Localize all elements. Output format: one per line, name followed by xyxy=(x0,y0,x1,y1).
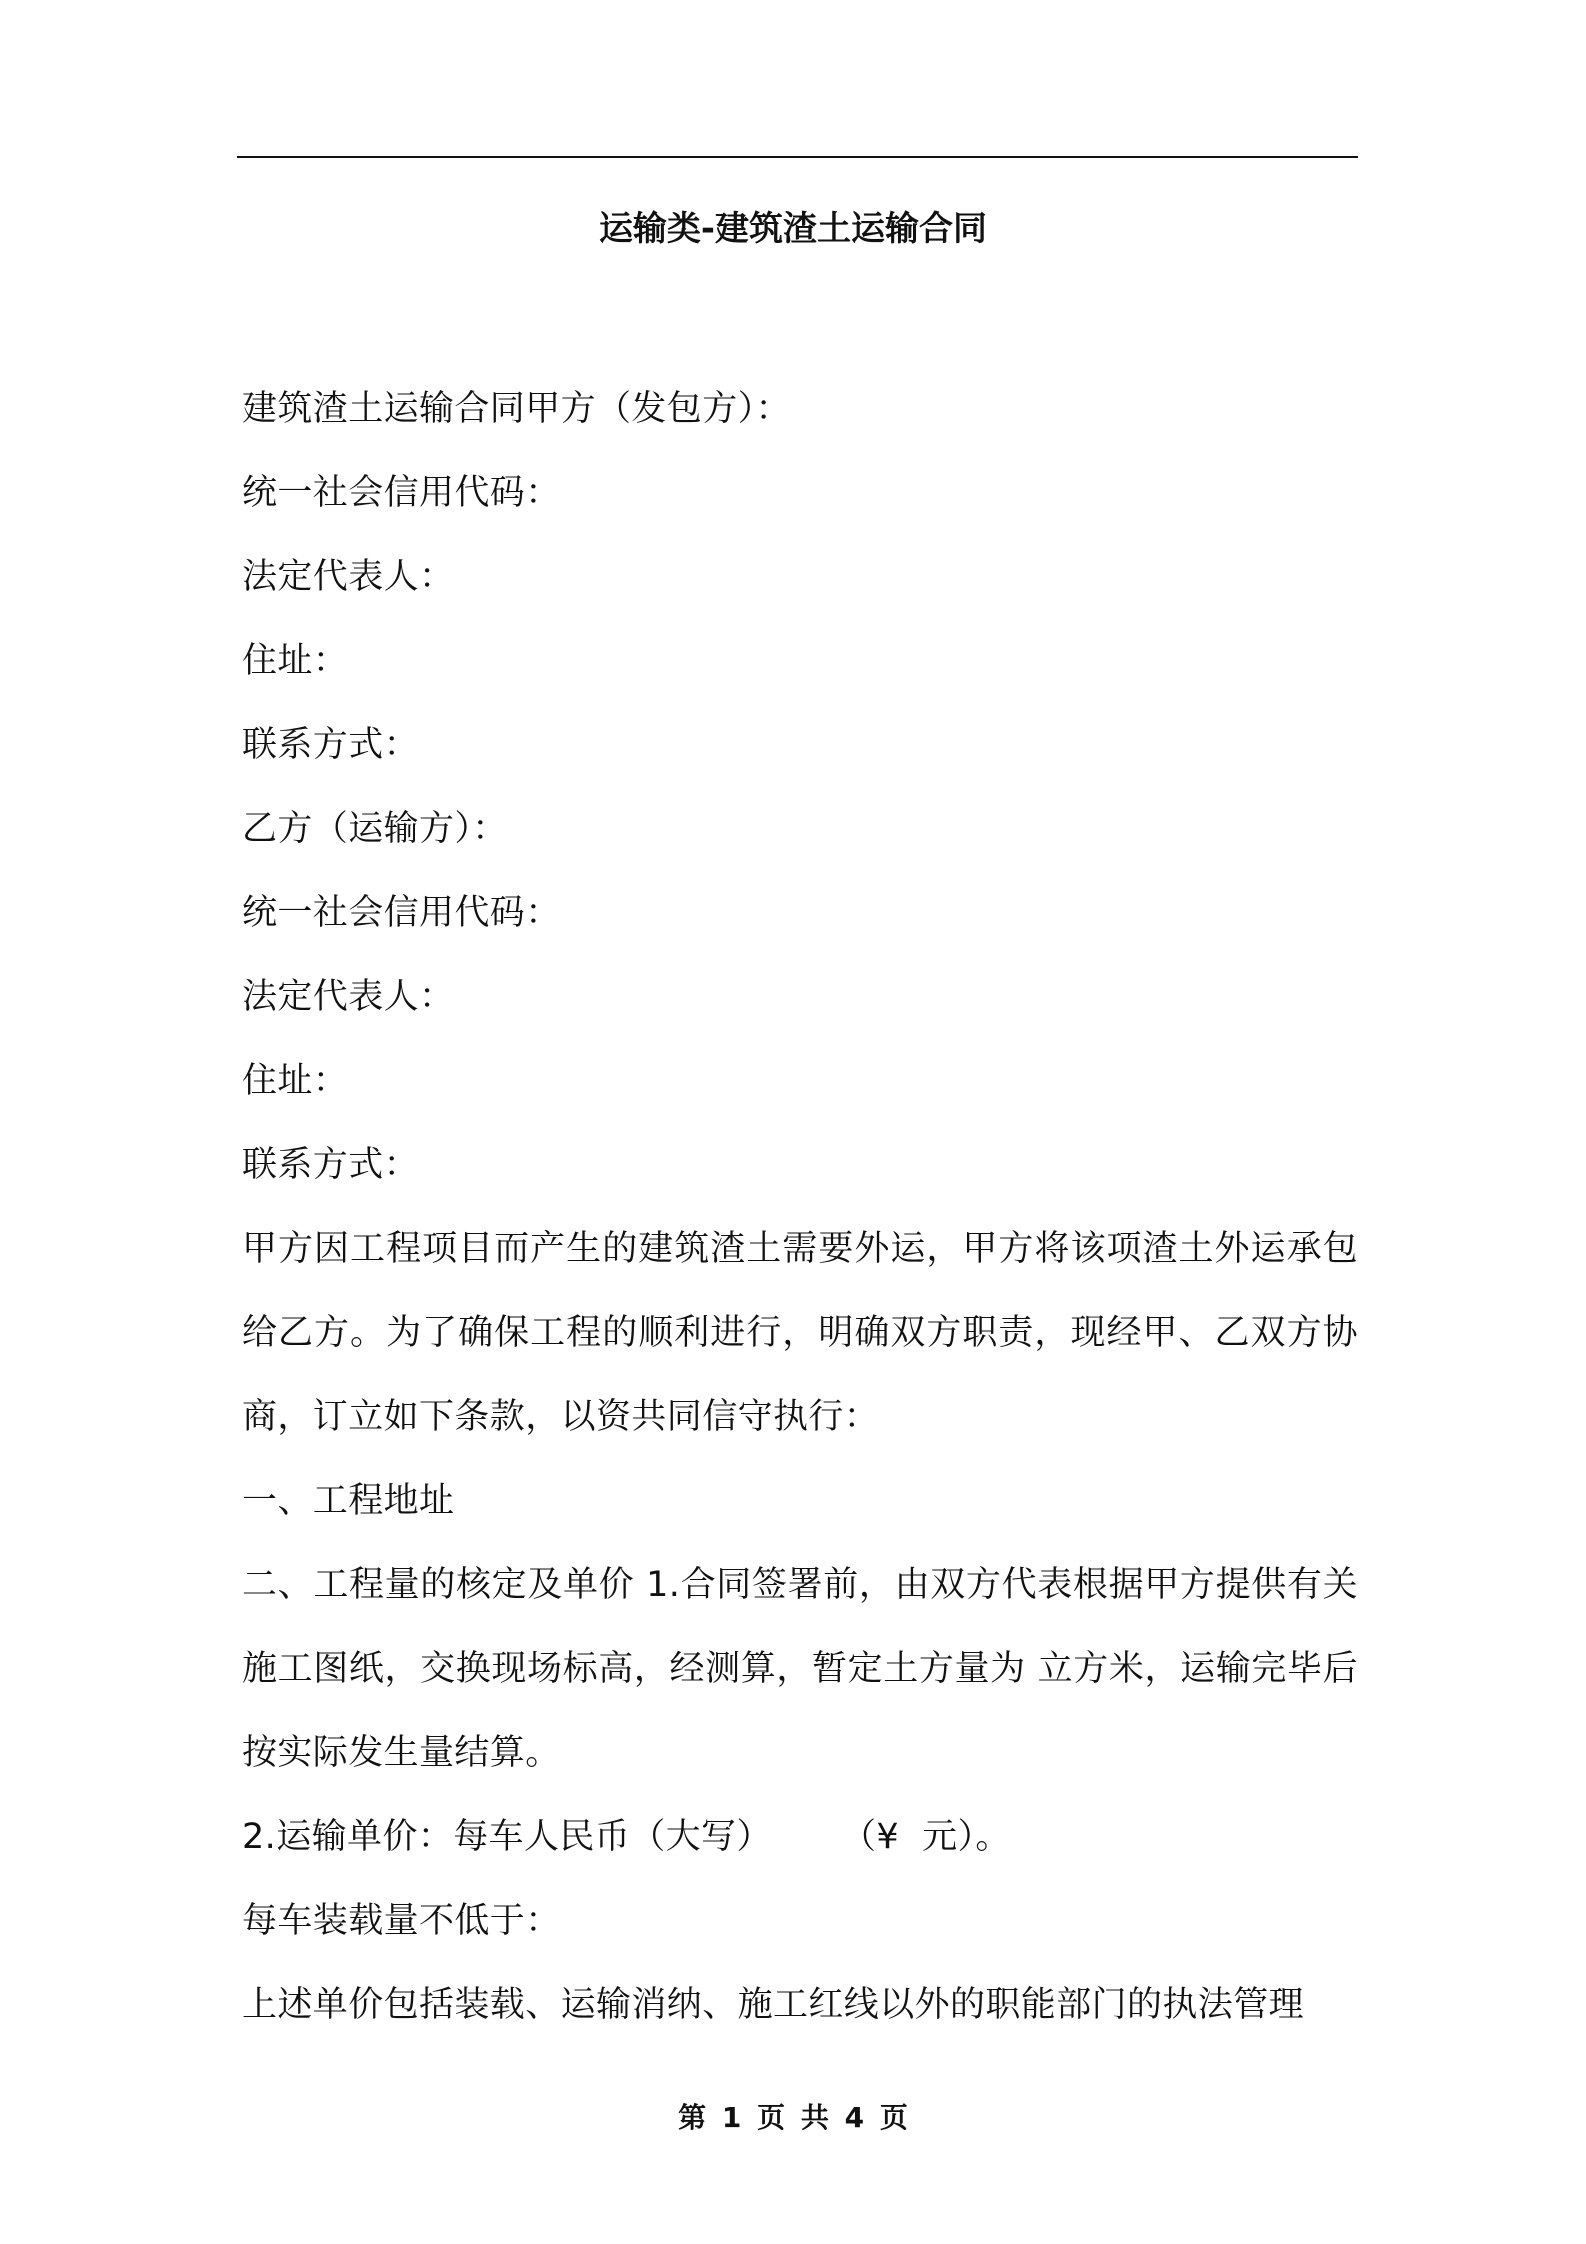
intro-paragraph: 甲方因工程项目而产生的建筑渣土需要外运，甲方将该项渣土外运承包给乙方。为了确保工程的顺利进行，明确双方职责，现经甲、乙双方协商，订立如下条款，以资共同信守执行： xyxy=(242,1229,1358,1437)
document-body xyxy=(242,367,1358,2047)
header-rule xyxy=(237,156,1358,158)
page-footer: 第 1 页 共 4 页 xyxy=(678,2101,908,2134)
section-project-address: 一、工程地址 xyxy=(242,1481,455,1521)
party-b-line: 乙方（运输方）： xyxy=(242,809,508,849)
unit-price-line: 2.运输单价：每车人民币（大写） （¥ 元）。 xyxy=(242,1817,1011,1857)
document-title: 运输类-建筑渣土运输合同 xyxy=(598,209,988,249)
party-a-credit-code: 统一社会信用代码： xyxy=(242,473,561,513)
party-b-address: 住址： xyxy=(242,1061,349,1101)
party-b-contact: 联系方式： xyxy=(242,1145,420,1185)
party-a-address: 住址： xyxy=(242,641,349,681)
party-b-legal-rep: 法定代表人： xyxy=(242,977,455,1017)
party-a-contact: 联系方式： xyxy=(242,725,420,765)
quantity-paragraph: 二、工程量的核定及单价 1.合同签署前，由双方代表根据甲方提供有关施工图纸，交换现场标高，经测算，暂定土方量为 立方米，运输完毕后按实际发生量结算。 xyxy=(242,1565,1358,1773)
party-a-line: 建筑渣土运输合同甲方（发包方）： xyxy=(242,389,791,429)
party-b-credit-code: 统一社会信用代码： xyxy=(242,893,561,933)
party-a-legal-rep: 法定代表人： xyxy=(242,557,455,597)
price-scope-paragraph: 上述单价包括装载、运输消纳、施工红线以外的职能部门的执法管理 xyxy=(242,1985,1305,2025)
load-capacity-line: 每车装载量不低于： xyxy=(242,1901,561,1941)
